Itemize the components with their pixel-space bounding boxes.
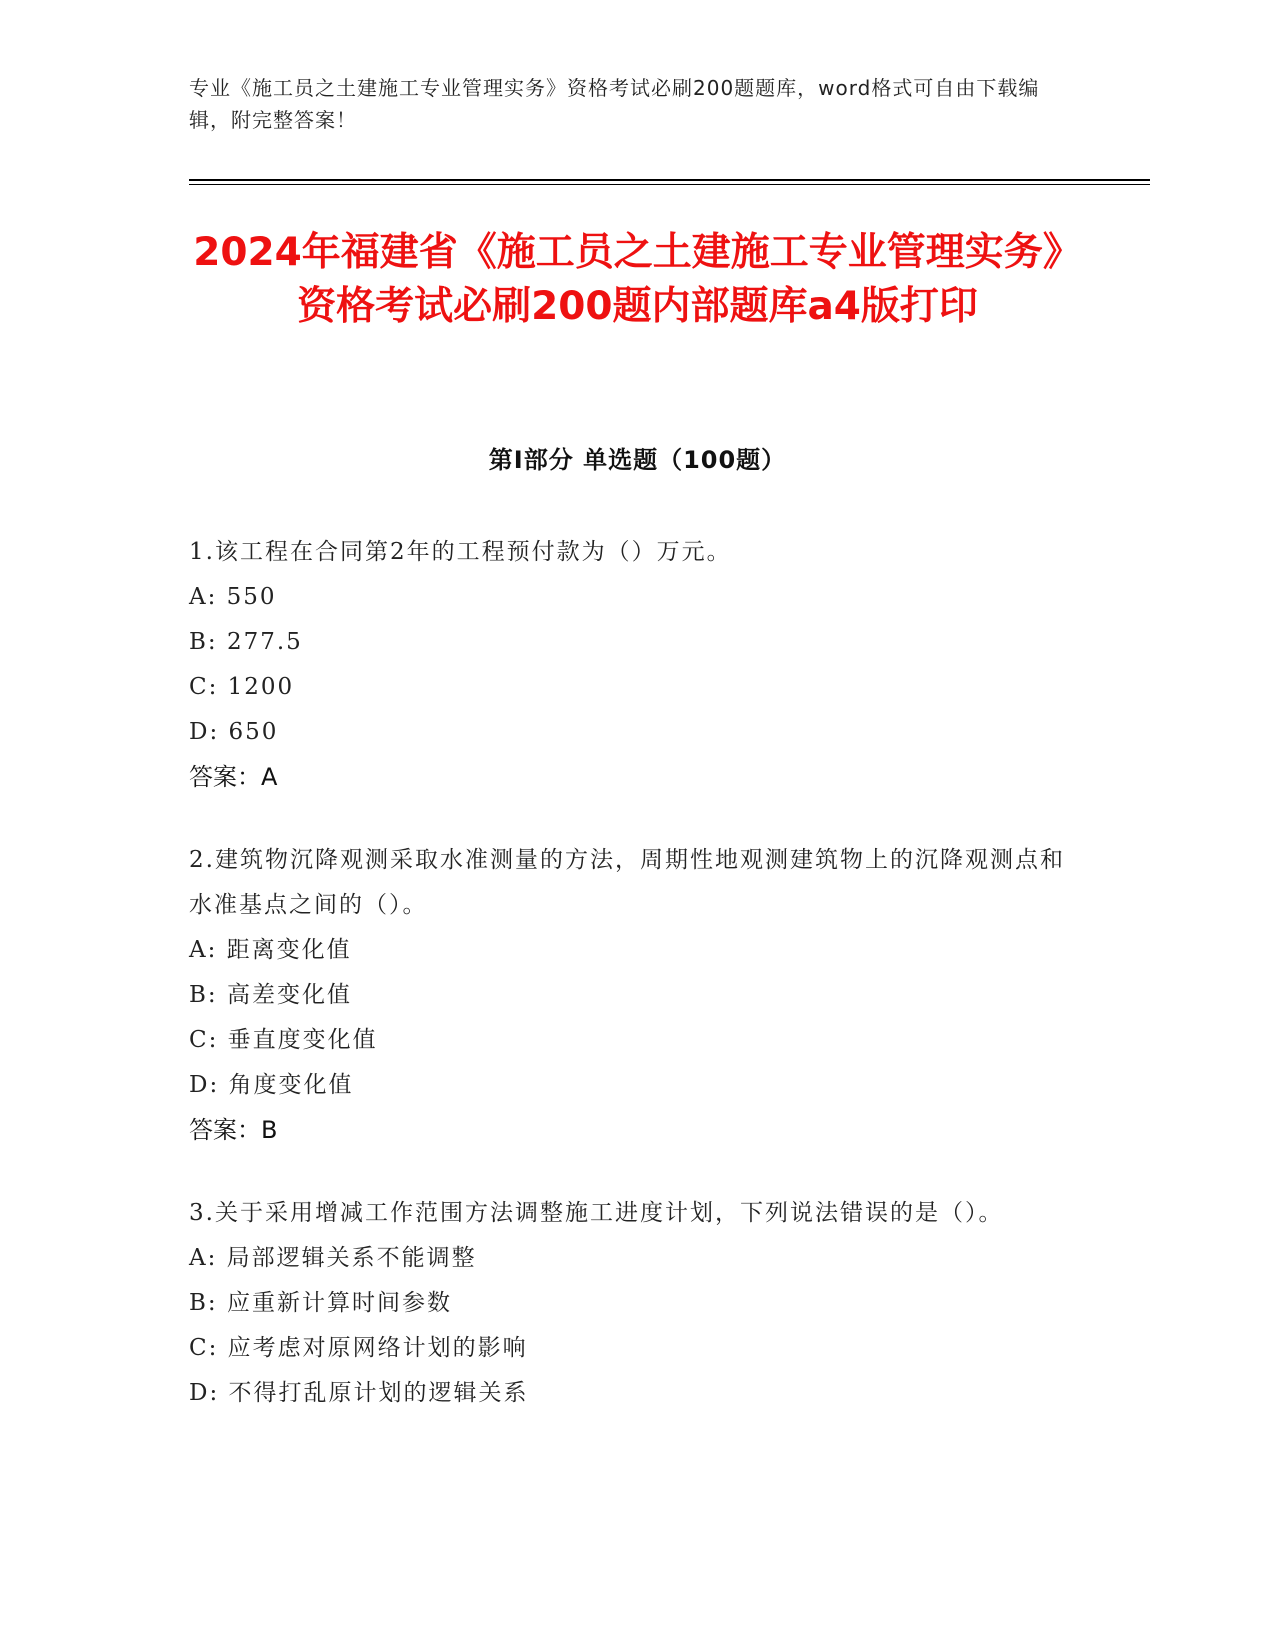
option-a: A: 局部逻辑关系不能调整 — [189, 1245, 477, 1271]
question-3 — [189, 1191, 1069, 1416]
option-b: B: 277.5 — [189, 629, 303, 655]
header-note: 专业《施工员之土建施工专业管理实务》资格考试必刷200题题库，word格式可自由下载编辑，附完整答案！ — [189, 76, 1040, 132]
option-d: D: 不得打乱原计划的逻辑关系 — [189, 1380, 529, 1406]
header-divider-thin — [189, 184, 1150, 185]
question-stem: 2.建筑物沉降观测采取水准测量的方法，周期性地观测建筑物上的沉降观测点和水准基点之间的（）。 — [189, 847, 1065, 918]
section-heading: 第Ⅰ部分 单选题（100题） — [488, 446, 787, 474]
option-d: D: 角度变化值 — [189, 1072, 354, 1098]
option-a: A: 距离变化值 — [189, 937, 352, 963]
option-c: C: 垂直度变化值 — [189, 1027, 378, 1053]
question-1 — [189, 530, 1069, 800]
option-a: A: 550 — [189, 584, 277, 610]
question-stem: 1.该工程在合同第2年的工程预付款为（）万元。 — [189, 539, 732, 565]
option-d: D: 650 — [189, 719, 279, 745]
option-b: B: 应重新计算时间参数 — [189, 1290, 452, 1316]
answer-line: 答案：A — [189, 763, 278, 791]
document-title: 2024年福建省《施工员之土建施工专业管理实务》资格考试必刷200题内部题库a4版打印 — [193, 230, 1082, 329]
option-c: C: 应考虑对原网络计划的影响 — [189, 1335, 528, 1361]
option-c: C: 1200 — [189, 674, 295, 700]
question-list — [189, 530, 1069, 1454]
question-stem: 3.关于采用增减工作范围方法调整施工进度计划，下列说法错误的是（）。 — [189, 1200, 1004, 1226]
answer-line: 答案：B — [189, 1116, 278, 1144]
header-divider-thick — [189, 179, 1150, 181]
question-2 — [189, 838, 1069, 1153]
option-b: B: 高差变化值 — [189, 982, 352, 1008]
